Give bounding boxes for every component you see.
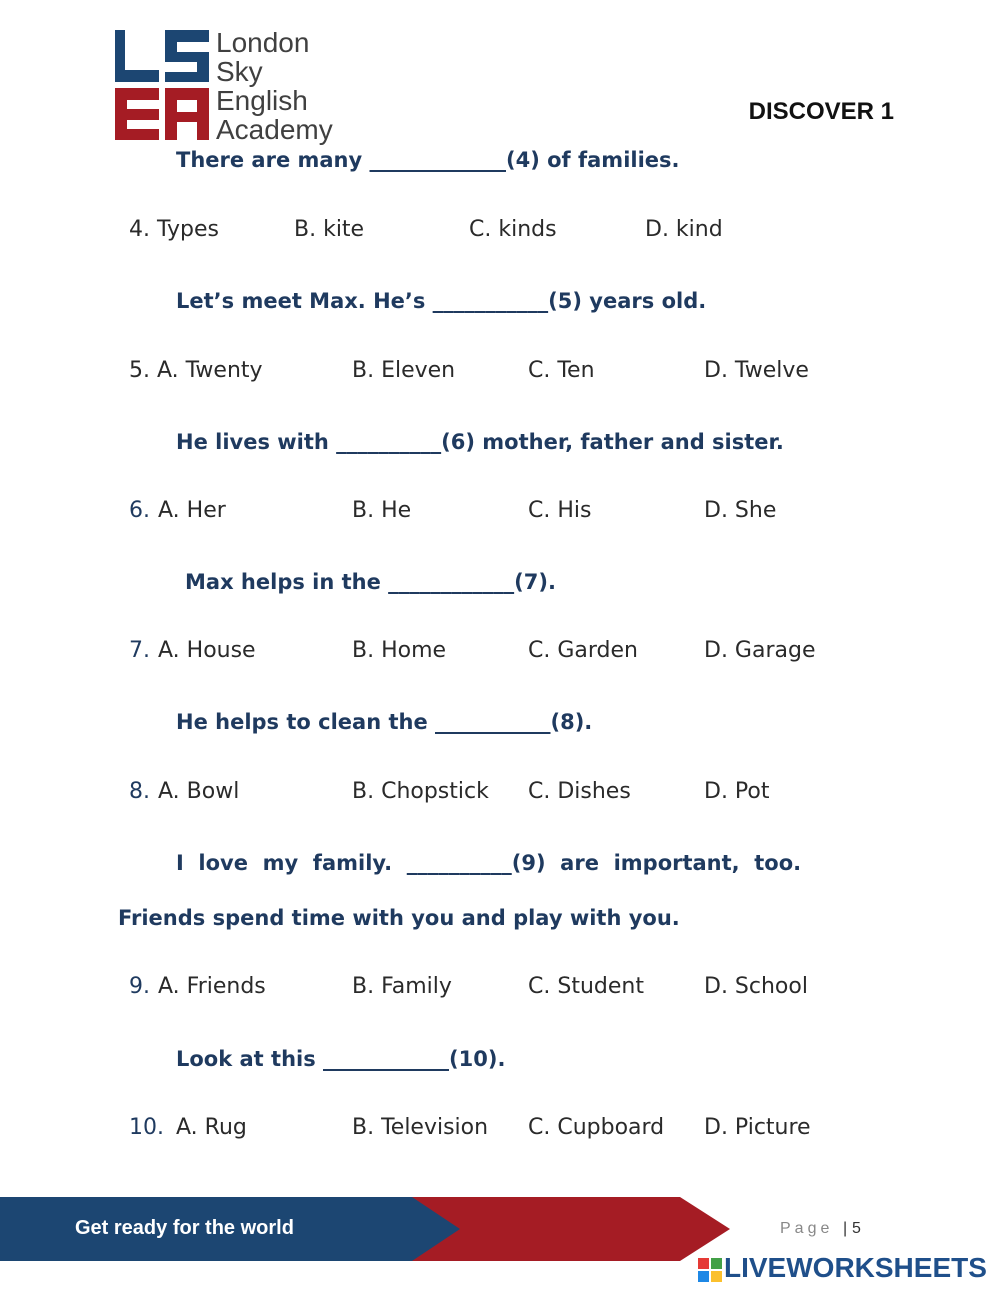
logo-text-sky: Sky <box>216 56 263 87</box>
question-6-sentence: He lives with __________(6) mother, father and sister. <box>176 430 784 454</box>
question-9-option-b[interactable]: B. Family <box>352 974 452 999</box>
question-9-option-c[interactable]: C. Student <box>528 974 644 999</box>
page-label: Page <box>780 1220 834 1237</box>
question-10-number: 10. <box>129 1115 164 1140</box>
question-9-number: 9. <box>129 974 150 999</box>
question-4-option-b[interactable]: B. kite <box>294 217 365 242</box>
logo-text-london: London <box>216 27 310 58</box>
question-9-option-a[interactable]: A. Friends <box>158 974 266 999</box>
question-4-option-c[interactable]: C. kinds <box>469 217 557 242</box>
question-8-sentence: He helps to clean the ___________(8). <box>176 710 593 734</box>
question-7-option-b[interactable]: B. Home <box>352 638 447 663</box>
question-8-option-b[interactable]: B. Chopstick <box>352 779 489 804</box>
question-5-option-a[interactable]: 5. A. Twenty <box>129 358 263 383</box>
question-8-option-c[interactable]: C. Dishes <box>528 779 631 804</box>
question-9-option-d[interactable]: D. School <box>704 974 808 999</box>
question-8-number: 8. <box>129 779 150 804</box>
question-6-option-b[interactable]: B. He <box>352 498 412 523</box>
question-10-option-c[interactable]: C. Cupboard <box>528 1115 665 1140</box>
footer-tagline: Get ready for the world <box>75 1217 294 1239</box>
question-6-number: 6. <box>129 498 150 523</box>
question-5-sentence: Let’s meet Max. He’s ___________(5) years old. <box>176 289 707 313</box>
question-7-number: 7. <box>129 638 150 663</box>
question-5-option-b[interactable]: B. Eleven <box>352 358 456 383</box>
page-separator: | <box>843 1220 848 1237</box>
question-10-option-a[interactable]: A. Rug <box>176 1115 247 1140</box>
question-10-option-d[interactable]: D. Picture <box>704 1115 811 1140</box>
question-8-option-a[interactable]: A. Bowl <box>158 779 240 804</box>
question-5-option-c[interactable]: C. Ten <box>528 358 595 383</box>
question-4-option-a[interactable]: 4. Types <box>129 217 219 242</box>
question-9-sentence: I love my family. __________(9) are important, too. <box>176 851 802 875</box>
liveworksheets-brand: LIVEWORKSHEETS <box>724 1252 987 1283</box>
question-8-option-d[interactable]: D. Pot <box>704 779 770 804</box>
question-6-option-d[interactable]: D. She <box>704 498 777 523</box>
question-6-option-a[interactable]: A. Her <box>158 498 226 523</box>
question-5-option-d[interactable]: D. Twelve <box>704 358 809 383</box>
question-6-option-c[interactable]: C. His <box>528 498 592 523</box>
logo-text-academy: Academy <box>216 114 333 145</box>
lsea-logo-mark <box>115 30 209 140</box>
question-10-sentence: Look at this ____________(10). <box>176 1047 506 1071</box>
logo-text-english: English <box>216 85 308 116</box>
question-4-option-d[interactable]: D. kind <box>645 217 723 242</box>
question-7-sentence: Max helps in the ____________(7). <box>185 570 556 594</box>
question-7-option-d[interactable]: D. Garage <box>704 638 816 663</box>
question-10-option-b[interactable]: B. Television <box>352 1115 489 1140</box>
liveworksheets-logo-icon <box>698 1258 722 1282</box>
question-7-option-c[interactable]: C. Garden <box>528 638 638 663</box>
page-number: 5 <box>852 1220 861 1237</box>
question-4-sentence: There are many _____________(4) of families. <box>176 148 680 172</box>
question-9-sentence-continued: Friends spend time with you and play with you. <box>118 906 680 930</box>
page-title: DISCOVER 1 <box>748 98 894 125</box>
question-7-option-a[interactable]: A. House <box>158 638 256 663</box>
